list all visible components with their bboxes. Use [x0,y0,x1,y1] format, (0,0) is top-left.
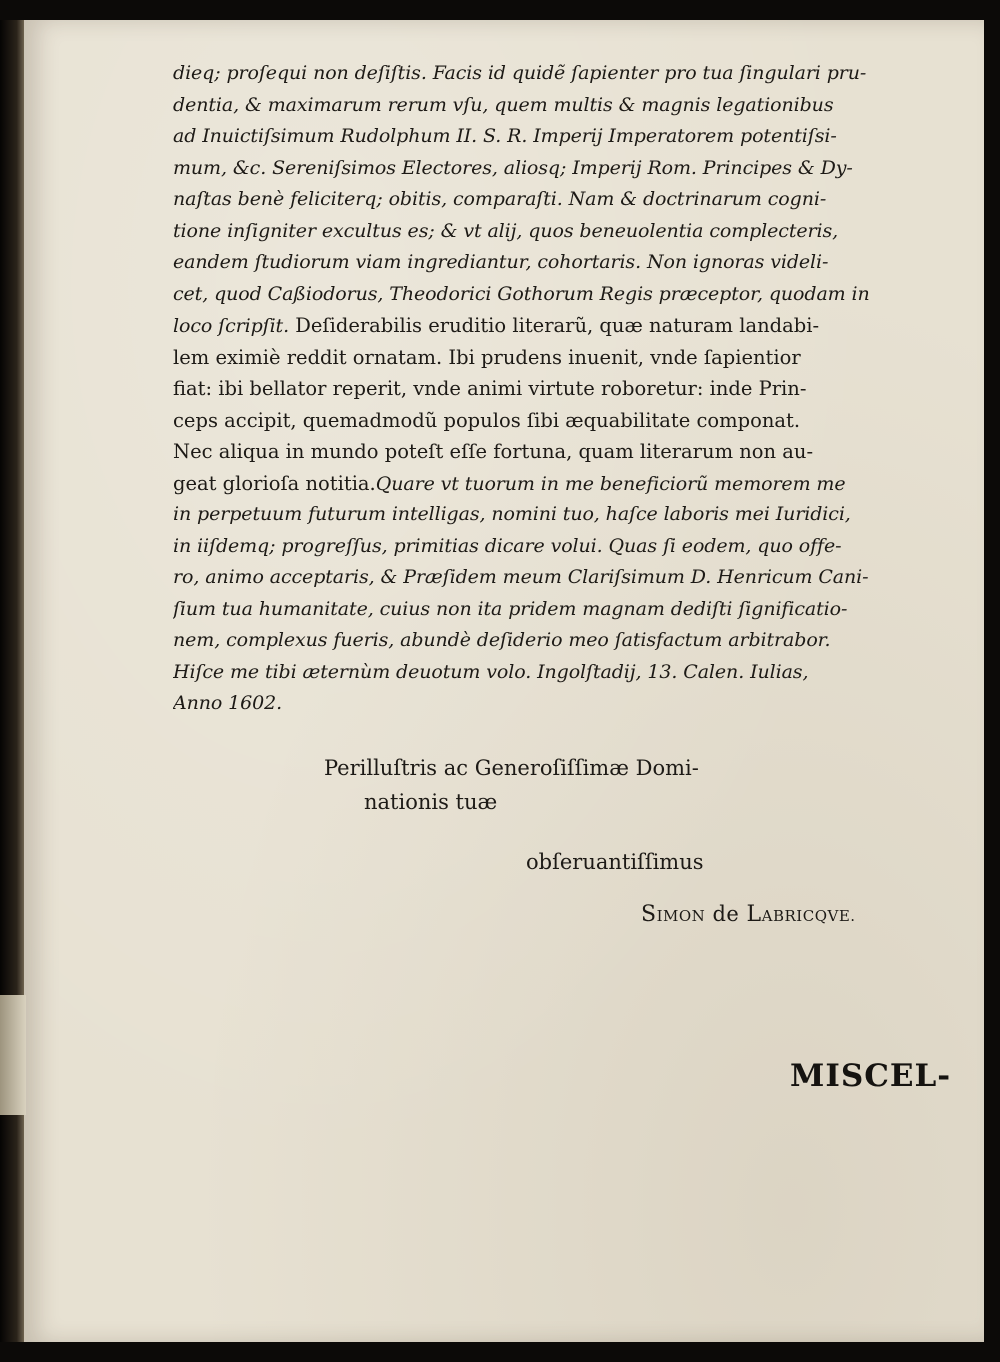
signature-initial-l: L [746,902,762,927]
text-line: cet, quod Caßiodorus, Theodorici Gothorum Regis præceptor, quodam in [173,282,870,305]
text-line: in perpetuum futurum intelligas, nomini tuo, haſce laboris mei Iuridici, [173,503,851,525]
text-line: lem eximiè reddit ornatam. Ibi prudens inuenit, vnde ſapientior [173,345,801,369]
closing-line-3: obſeruantiſſimus [526,850,704,874]
text-line: naſtas benè feliciterq; obitis, comparaſti. Nam & doctrinarum cogni- [173,188,827,210]
italic-run: Quare vt tuorum in me beneficiorũ memorem me [375,472,846,495]
signature-surname: ABRICQVE. [761,907,856,925]
text-line: ro, animo acceptaris, & Præſidem meum Clariſsimum D. Henricum Cani- [173,566,869,588]
roman-run: Deſiderabilis eruditio literarũ, quæ naturam landabi- [289,314,820,337]
binding-tab [0,995,26,1115]
dedication-text [173,58,943,720]
binding-edge [0,20,24,1342]
text-line: in iiſdemq; progreſſus, primitias dicare volui. Quas ſi eodem, quo offe- [173,534,842,557]
signature-initial-s: S [641,902,657,927]
signature-particle: de [705,902,747,926]
text-line: nem, complexus fueris, abundè deſiderio meo ſatisfactum arbitrabor. [173,629,831,651]
italic-run: loco ſcripſit. [173,315,290,337]
text-line: dentia, & maximarum rerum vſu, quem multis & magnis legationibus [173,93,834,116]
roman-run: geat glorioſa notitia. [173,471,376,495]
text-line: mum, &c. Sereniſsimos Electores, aliosq; Imperij Rom. Principes & Dy- [173,156,853,179]
catchword: MISCEL- [790,1058,952,1094]
closing-line-2: nationis tuæ [364,790,498,814]
text-line: Nec aliqua in mundo poteſt eſſe fortuna, quam literarum non au- [173,440,814,463]
text-line: ſium tua humanitate, cuius non ita pridem magnam dediſti ſignificatio- [173,597,848,620]
signature-first-name: IMON [656,907,706,925]
text-line: ad Inuictiſsimum Rudolphum II. S. R. Imperij Imperatorem potentiſsi- [173,125,837,147]
text-line [173,310,943,342]
text-line: tione inſigniter excultus es; & vt alij, quos beneuolentia complecteris, [173,219,839,242]
text-line: fiat: ibi bellator reperit, vnde animi virtute roboretur: inde Prin- [173,377,807,400]
text-line: Hiſce me tibi æternùm deuotum volo. Ingolſtadij, 13. Calen. Iulias, [173,660,809,683]
text-line: dieq; proſequi non deſiſtis. Facis id quidẽ ſapienter pro tua ſingulari pru- [173,62,867,84]
text-line: Anno 1602. [173,692,283,714]
author-signature [641,902,856,927]
text-line: eandem ſtudiorum viam ingrediantur, cohortaris. Non ignoras videli- [173,251,829,273]
text-line: ceps accipit, quemadmodũ populos ſibi æquabilitate componat. [173,408,801,432]
closing-line-1: Perilluſtris ac Generoſiſſimæ Domi- [324,756,699,780]
text-line [173,468,943,500]
